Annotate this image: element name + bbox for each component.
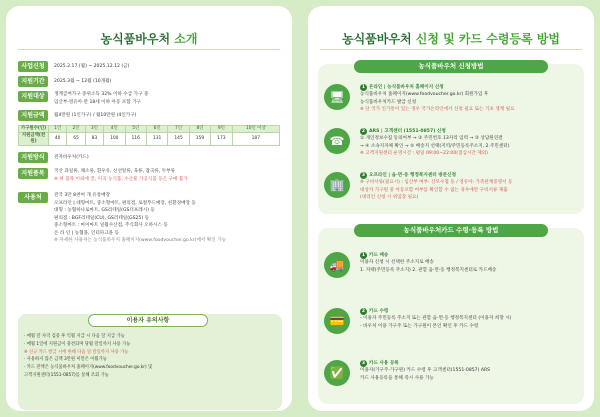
- list-item: · 매월 말 자격 검증 후 익월 지급 시 다음 달 지급 가능: [24, 334, 125, 339]
- row-value: 월4만원 (1인가구) / 월10만원 (4인가구): [54, 113, 137, 118]
- delivery-truck-icon: 🚚: [324, 252, 350, 278]
- amount-table-header: 가구원수(인) 1인 2인 3인 4인 5인 6인 7인 8인 9인 10인 이상: [19, 126, 280, 133]
- application-methods-box: 농식품바우처 신청방법 🖥 1 온라인 | 농식품바우처 홈페이지 신청 농식품바우처 홈페이지(www.foodvoucher.go.kr) 회원가입 후 농식품바우처카드 발급 신청 ※ 단 국가 인가통이 있는 경우 국가온라인에서 신청 필요 또는 기초 생계 필요 ☎ 2 ARS | 고객센터 (1551-0857) 신청 ① 개인정보수집 동의여부 → ② 주민번호 13자리 입력 → ③ 상담원연결 → ④ 소속지자체 확인 → ⑤ 배송지 선택(지역/주민등록주소지, 2.주민센터) ※ 고객지원센터 운영시간 : 평일 09:00~22:00(점심시간 제외) 🏢 3 오프라인 | 읍·면·동 행정복지센터 방문신청 ※ 구비서류(필요시) : 임산부 여부: 산모수첩 등 / 영유아: 가족관계증명서 등 대상자 가구원 중 아동포함 여부를 확인할 수 없는 경우에만 구비서류 제출 (대리인 신청 시 위임장 필요): [318, 64, 584, 214]
- cautions-list: [24, 333, 276, 380]
- row-label: 사용처: [18, 192, 48, 203]
- title-divider: [18, 49, 280, 50]
- title-divider: [320, 49, 582, 50]
- list-item: · 사용하지 않은 금액 3만원 미만은 이월가능: [24, 357, 107, 363]
- card-receipt-bar: 농식품바우처카드 수령·등록 방법: [354, 224, 548, 237]
- application-methods-bar: 농식품바우처 신청방법: [354, 60, 548, 73]
- row-value: 전국 3만 8천여 개 유통매장 오프라인 | 대형마트, 중소형마트, 편의점, 로컬푸드매장, 친환경매장 등 대형 : 농협하나로마트, GS리테일(GS더프레시) 등 편의점 : BGF리테일(CU), GS리테일(GS25) 등 중소형마트 : 마이마트 일월수산점, 주식회사 오하시스 등 온 라 인 | 농협몰, 인터파크몰 등 ※ 자세한 사용처는 농식품바우처 홈페이지(www.foodvoucher.go.kr)에서 확인 가능: [54, 193, 227, 243]
- apply-title: 농식품바우처 신청 및 카드 수령등록 방법: [342, 32, 560, 46]
- list-item: · 매월 1일에 지원금이 충전되며 당월 말일까지 사용 가능: [24, 341, 131, 347]
- row-label: 지원금액: [18, 110, 48, 121]
- row-label: 사업신청: [18, 61, 48, 72]
- row-value: 국산 과일류, 채소류, 흰우유, 신선알류, 육류, 잡곡류, 두부류 ※ 위 품목 이외에 꿀, 미곡 농식품, 수산물 가공식품 등은 구매 불가: [54, 169, 188, 182]
- apply-panel: [308, 6, 594, 411]
- list-item: ※ 신규 카드 발급 시에 한해 다음 달 말일까지 사용 가능: [24, 349, 129, 355]
- phone-icon: ☎: [324, 128, 350, 154]
- building-icon: 🏢: [324, 172, 350, 198]
- list-item: 고객지원센터(1551-0857)를 통해 조회 가능: [24, 372, 109, 378]
- row-value: 2025.3월 ~ 12월 (10개월): [54, 79, 112, 84]
- row-value: 2025.2.17 (월) ~ 2025.12.12 (금): [54, 64, 130, 69]
- intro-panel: [6, 6, 292, 411]
- monitor-icon: 🖥: [324, 84, 350, 110]
- cautions-title: 이용자 유의사항: [88, 314, 208, 327]
- row-label: 지원방식: [18, 152, 48, 163]
- amount-table-row: 지원금액(천원) 40 65 83 100 116 131 145 159 173 187: [19, 133, 280, 146]
- row-label: 지원대상: [18, 91, 48, 102]
- row-label: 지원기간: [18, 76, 48, 87]
- user-cautions-box: [18, 314, 282, 410]
- row-value: 생계급여가구 중위소득 32% 이하 수급 가구 중 임산부·영유아·만 18세 이하 아동 포함 가구: [54, 92, 149, 105]
- amount-table: [18, 125, 280, 146]
- card-receipt-box: 농식품바우처카드 수령·등록 방법 🚚 1 카드 배송 이용자 신청 시 선택한 주소지로 배송 1. 자택(주민등록 주소지) 2. 관할 읍·면·동 행정복지센터로 카드배송 💳 2 카드 수령 - 이용자 주민등록 주소지 또는 관할 읍·면·동 행정복지센터 (이용자 희망 시) - 바우처 이용 가구주 또는 가구원이 본인 확인 후 카드 수령 ✅ 3 카드 사용 등록 이용자(가구주·가구원) 카드 수령 후 고객센터(1551-0857) ARS 카드 사용등록을 통해 즉시 사용 가능: [318, 228, 584, 404]
- row-value: 전자바우처(카드): [54, 155, 89, 160]
- list-item: · 카드 잔액은 농식품바우처 홈페이지(www.foodvoucher.go.kr) 및: [24, 365, 153, 371]
- intro-title: 농식품바우처 소개: [100, 32, 198, 46]
- card-icon: 💳: [324, 308, 350, 334]
- row-label: 지원품목: [18, 168, 48, 179]
- register-icon: ✅: [324, 360, 350, 386]
